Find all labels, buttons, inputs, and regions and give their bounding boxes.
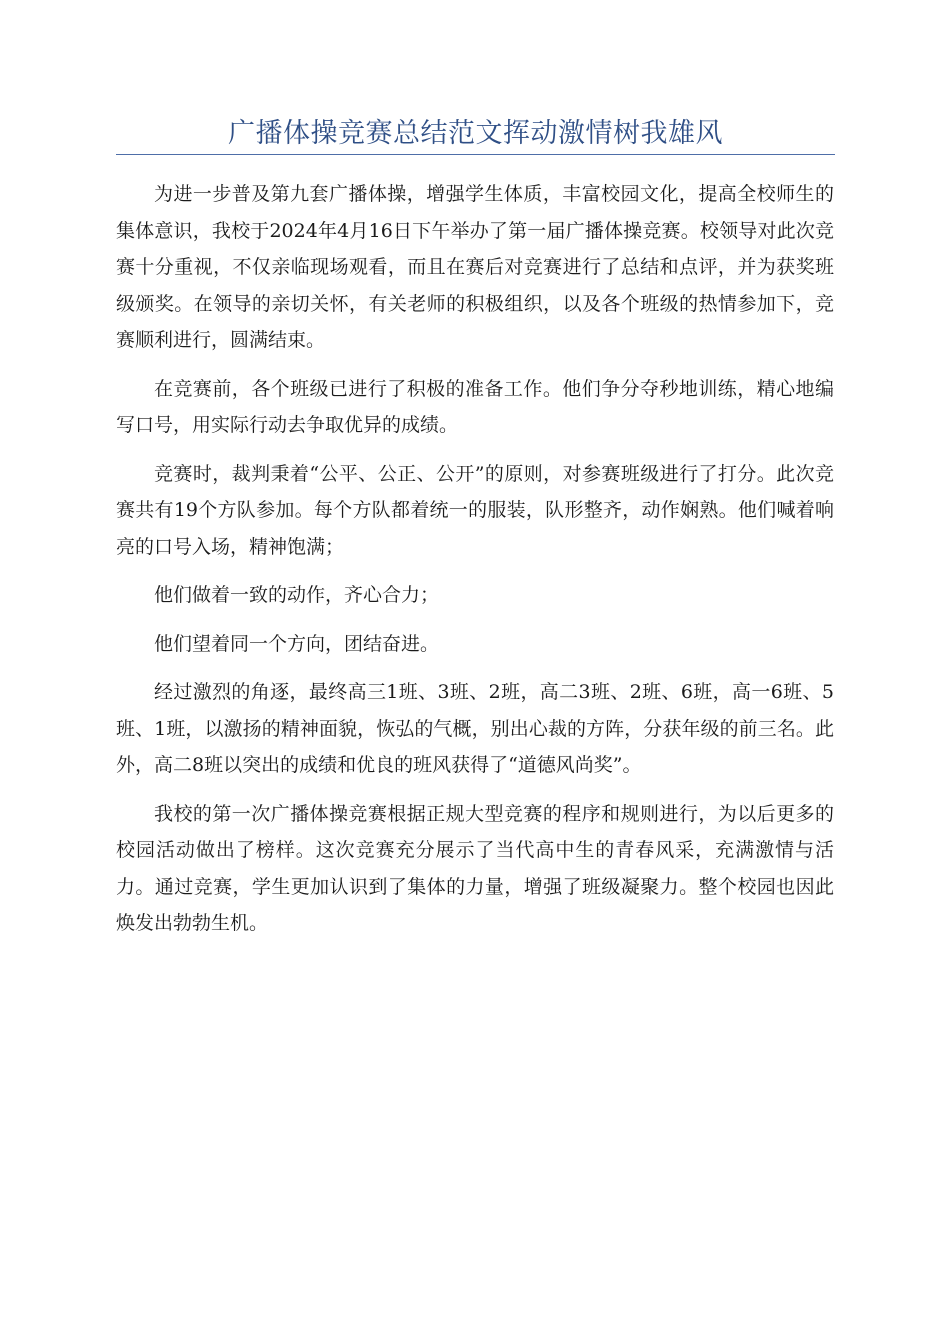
paragraph-competition: 竞赛时，裁判秉着“公平、公正、公开”的原则，对参赛班级进行了打分。此次竞赛共有19个方队参加。每个方队都着统一的服装，队形整齐，动作娴熟。他们喊着响亮的口号入场，精神饱满； (116, 462, 834, 558)
document-body (116, 176, 834, 954)
paragraph-conclusion: 我校的第一次广播体操竞赛根据正规大型竞赛的程序和规则进行，为以后更多的校园活动做出了榜样。这次竞赛充分展示了当代高中生的青春风采，充满激情与活力。通过竞赛，学生更加认识到了集体的力量，增强了班级凝聚力。整个校园也因此焕发出勃勃生机。 (116, 802, 834, 934)
paragraph-preparation: 在竞赛前，各个班级已进行了积极的准备工作。他们争分夺秒地训练，精心地编写口号，用实际行动去争取优异的成绩。 (116, 377, 834, 436)
paragraph-results: 经过激烈的角逐，最终高三1班、3班、2班，高二3班、2班、6班，高一6班、5班、1班，以激扬的精神面貌，恢弘的气概，别出心裁的方阵，分获年级的前三名。此外，高二8班以突出的成绩和优良的班风获得了“道德风尚奖”。 (116, 681, 834, 776)
paragraph-intro: 为进一步普及第九套广播体操，增强学生体质，丰富校园文化，提高全校师生的集体意识，我校于2024年4月16日下午举办了第一届广播体操竞赛。校领导对此次竞赛十分重视，不仅亲临现场观看，而且在赛后对竞赛进行了总结和点评，并为获奖班级颁奖。在领导的亲切关怀，有关老师的积极组织，以及各个班级的热情参加下，竞赛顺利进行，圆满结束。 (116, 183, 834, 351)
document-title: 广播体操竞赛总结范文挥动激情树我雄风 (228, 118, 723, 149)
paragraph-line-actions: 他们做着一致的动作，齐心合力； (154, 584, 440, 606)
title-underline (116, 154, 835, 155)
paragraph-line-direction: 他们望着同一个方向，团结奋进。 (154, 632, 440, 655)
